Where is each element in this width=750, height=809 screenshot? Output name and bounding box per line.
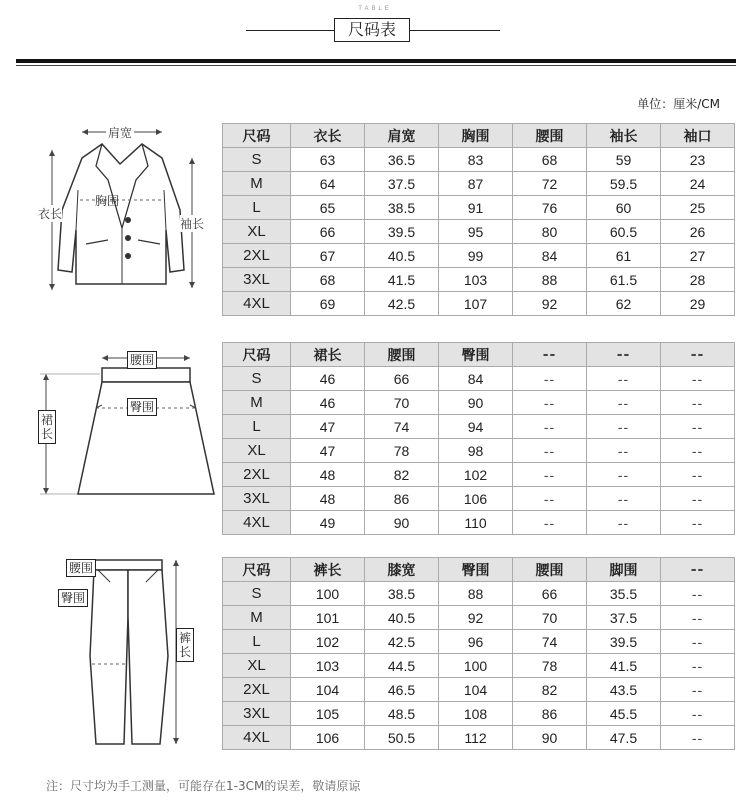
table-cell: 106 [291,726,365,750]
table-cell: 94 [439,415,513,439]
table-cell: -- [661,678,735,702]
table-cell: 86 [365,487,439,511]
column-header: 衣长 [291,124,365,148]
table-cell: -- [661,391,735,415]
table-cell: 37.5 [365,172,439,196]
table-cell: -- [661,606,735,630]
size-cell: M [223,391,291,415]
table-cell: -- [587,415,661,439]
skirt-size-table [222,342,735,535]
table-cell: 83 [439,148,513,172]
table-row [223,220,735,244]
table-cell: 59.5 [587,172,661,196]
jacket-label-sleeve: 袖长 [180,217,205,231]
size-cell: 4XL [223,292,291,316]
table-cell: 67 [291,244,365,268]
table-cell: 66 [291,220,365,244]
table-row [223,511,735,535]
table-cell: 65 [291,196,365,220]
table-cell: -- [661,487,735,511]
pants-label-hip: 臀围 [58,589,88,607]
table-cell: 99 [439,244,513,268]
table-row [223,244,735,268]
jacket-label-shoulder: 肩宽 [108,126,133,140]
skirt-size-table-body [223,343,735,535]
table-cell: 45.5 [587,702,661,726]
table-cell: -- [661,654,735,678]
table-row [223,463,735,487]
column-header: 裤长 [291,558,365,582]
table-cell: -- [587,487,661,511]
size-cell: L [223,630,291,654]
table-cell: 100 [439,654,513,678]
size-cell: 3XL [223,702,291,726]
size-cell: XL [223,220,291,244]
skirt-header-row [223,343,735,367]
table-cell: 102 [439,463,513,487]
table-cell: 68 [513,148,587,172]
table-cell: 90 [439,391,513,415]
table-cell: 95 [439,220,513,244]
table-cell: 74 [365,415,439,439]
table-cell: 72 [513,172,587,196]
table-cell: 78 [513,654,587,678]
table-cell: -- [513,391,587,415]
table-cell: 48 [291,487,365,511]
table-cell: 28 [661,268,735,292]
column-header: 裙长 [291,343,365,367]
table-cell: 106 [439,487,513,511]
table-row [223,172,735,196]
size-cell: 4XL [223,511,291,535]
column-header: -- [587,343,661,367]
table-cell: 61 [587,244,661,268]
header-divider-thick [16,59,736,63]
table-cell: 27 [661,244,735,268]
size-cell: XL [223,654,291,678]
column-header: 膝宽 [365,558,439,582]
table-cell: 96 [439,630,513,654]
table-cell: 103 [439,268,513,292]
table-cell: 40.5 [365,606,439,630]
column-header: 尺码 [223,124,291,148]
table-row [223,487,735,511]
table-cell: -- [587,463,661,487]
table-cell: -- [587,511,661,535]
size-cell: XL [223,439,291,463]
unit-label: 单位：厘米/CM [637,97,720,111]
table-cell: 42.5 [365,630,439,654]
table-row [223,367,735,391]
header-small-label: TABLE [358,6,392,12]
table-cell: 87 [439,172,513,196]
jacket-size-table [222,123,735,316]
table-cell: 38.5 [365,582,439,606]
table-row [223,292,735,316]
header-divider-thin [16,65,736,66]
table-cell: 41.5 [587,654,661,678]
table-cell: 35.5 [587,582,661,606]
table-cell: 70 [513,606,587,630]
table-cell: 91 [439,196,513,220]
pants-label-length: 裤长 [176,628,194,662]
table-cell: 60 [587,196,661,220]
table-row [223,630,735,654]
table-cell: 64 [291,172,365,196]
table-cell: 42.5 [365,292,439,316]
table-cell: 46.5 [365,678,439,702]
table-cell: 82 [365,463,439,487]
table-cell: 46 [291,367,365,391]
table-cell: 92 [439,606,513,630]
table-cell: 108 [439,702,513,726]
pants-label-waist: 腰围 [66,559,96,577]
column-header: 腰围 [513,558,587,582]
table-cell: 92 [513,292,587,316]
table-cell: 25 [661,196,735,220]
jacket-size-table-body [223,124,735,316]
size-cell: 2XL [223,244,291,268]
table-cell: 104 [439,678,513,702]
table-row [223,148,735,172]
size-cell: 4XL [223,726,291,750]
table-cell: 98 [439,439,513,463]
size-cell: S [223,582,291,606]
table-cell: 36.5 [365,148,439,172]
table-cell: 66 [513,582,587,606]
pants-size-table-body [223,558,735,750]
size-cell: M [223,172,291,196]
table-cell: 78 [365,439,439,463]
title-line-right [410,30,500,31]
skirt-illustration [30,348,220,503]
table-cell: 61.5 [587,268,661,292]
size-cell: 3XL [223,487,291,511]
column-header: 脚围 [587,558,661,582]
table-cell: 62 [587,292,661,316]
table-cell: -- [661,415,735,439]
table-cell: -- [661,582,735,606]
column-header: 袖口 [661,124,735,148]
page-title: 尺码表 [334,18,410,42]
table-cell: 63 [291,148,365,172]
table-cell: 74 [513,630,587,654]
table-cell: -- [587,367,661,391]
table-cell: -- [513,439,587,463]
table-cell: 90 [513,726,587,750]
size-cell: 2XL [223,463,291,487]
table-cell: 29 [661,292,735,316]
table-cell: 39.5 [365,220,439,244]
jacket-label-length: 衣长 [38,207,63,221]
table-cell: 112 [439,726,513,750]
table-cell: 60.5 [587,220,661,244]
table-cell: -- [587,439,661,463]
table-cell: 84 [439,367,513,391]
table-cell: 110 [439,511,513,535]
table-cell: 66 [365,367,439,391]
table-cell: 47 [291,415,365,439]
table-cell: 70 [365,391,439,415]
size-cell: S [223,367,291,391]
skirt-label-length: 裙长 [38,410,56,444]
table-cell: 107 [439,292,513,316]
column-header: 尺码 [223,343,291,367]
table-cell: 49 [291,511,365,535]
table-row [223,726,735,750]
pants-header-row [223,558,735,582]
column-header: 臀围 [439,558,513,582]
table-cell: 50.5 [365,726,439,750]
column-header: 尺码 [223,558,291,582]
table-cell: 40.5 [365,244,439,268]
table-row [223,268,735,292]
table-cell: 104 [291,678,365,702]
size-cell: L [223,196,291,220]
table-cell: 68 [291,268,365,292]
table-cell: -- [661,726,735,750]
column-header: -- [661,558,735,582]
jacket-label-chest: 胸围 [95,194,120,208]
column-header: 腰围 [365,343,439,367]
table-row [223,654,735,678]
table-row [223,582,735,606]
table-cell: -- [661,367,735,391]
table-cell: 38.5 [365,196,439,220]
table-cell: 76 [513,196,587,220]
table-cell: 88 [513,268,587,292]
column-header: 腰围 [513,124,587,148]
size-cell: 3XL [223,268,291,292]
size-cell: M [223,606,291,630]
size-cell: 2XL [223,678,291,702]
table-cell: 37.5 [587,606,661,630]
table-cell: 86 [513,702,587,726]
table-cell: 46 [291,391,365,415]
table-cell: 88 [439,582,513,606]
table-cell: 59 [587,148,661,172]
table-cell: 26 [661,220,735,244]
table-cell: -- [513,511,587,535]
pants-size-table [222,557,735,750]
table-cell: 69 [291,292,365,316]
table-cell: -- [661,702,735,726]
footer-note: 注：尺寸均为手工测量，可能存在1-3CM的误差，敬请原谅 [46,779,361,793]
table-cell: -- [513,463,587,487]
column-header: -- [661,343,735,367]
skirt-label-waist: 腰围 [127,351,157,369]
table-cell: 80 [513,220,587,244]
table-cell: 90 [365,511,439,535]
table-row [223,415,735,439]
table-cell: 39.5 [587,630,661,654]
title-line-left [246,30,334,31]
table-cell: 48.5 [365,702,439,726]
table-cell: 47.5 [587,726,661,750]
table-cell: 100 [291,582,365,606]
table-cell: 41.5 [365,268,439,292]
table-cell: -- [513,487,587,511]
table-cell: -- [661,511,735,535]
table-cell: 103 [291,654,365,678]
skirt-label-hip: 臀围 [127,398,157,416]
table-row [223,196,735,220]
table-cell: 23 [661,148,735,172]
jacket-header-row [223,124,735,148]
skirt-drawing [30,348,220,503]
table-row [223,678,735,702]
table-row [223,702,735,726]
table-cell: 102 [291,630,365,654]
column-header: 袖长 [587,124,661,148]
table-cell: 47 [291,439,365,463]
table-cell: 105 [291,702,365,726]
column-header: 臀围 [439,343,513,367]
table-cell: -- [513,415,587,439]
table-cell: -- [513,367,587,391]
column-header: 肩宽 [365,124,439,148]
table-row [223,391,735,415]
table-row [223,606,735,630]
table-cell: 44.5 [365,654,439,678]
table-cell: -- [587,391,661,415]
column-header: -- [513,343,587,367]
table-cell: -- [661,463,735,487]
table-cell: 43.5 [587,678,661,702]
table-cell: 84 [513,244,587,268]
table-cell: 101 [291,606,365,630]
size-cell: S [223,148,291,172]
table-cell: 82 [513,678,587,702]
size-cell: L [223,415,291,439]
table-cell: -- [661,439,735,463]
table-row [223,439,735,463]
column-header: 胸围 [439,124,513,148]
table-cell: 24 [661,172,735,196]
table-cell: 48 [291,463,365,487]
table-cell: -- [661,630,735,654]
